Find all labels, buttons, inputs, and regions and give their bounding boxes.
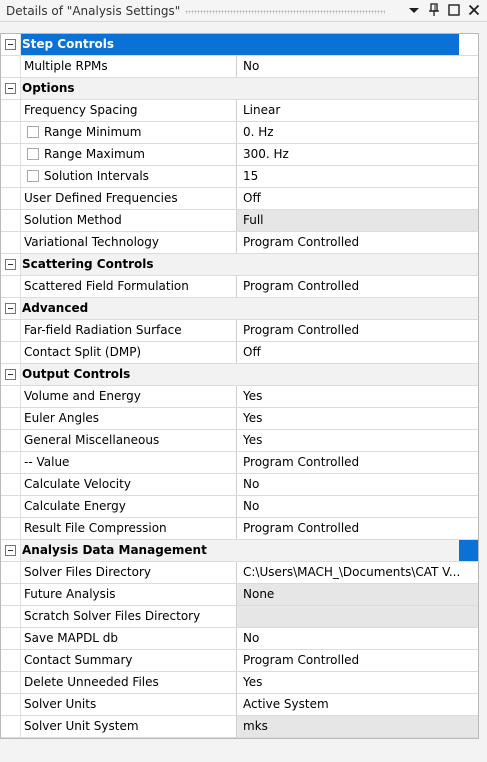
property-value-readonly: mks — [237, 716, 478, 737]
property-row[interactable] — [1, 386, 478, 408]
category-label: Output Controls — [22, 367, 131, 381]
property-row[interactable] — [1, 210, 478, 232]
property-value-readonly — [237, 606, 478, 627]
property-name: Contact Summary — [24, 653, 133, 667]
panel-title: Details of "Analysis Settings" — [6, 4, 181, 18]
property-row[interactable] — [1, 232, 478, 254]
property-name: Calculate Energy — [24, 499, 126, 513]
property-row[interactable] — [1, 474, 478, 496]
property-name: Range Maximum — [44, 147, 145, 161]
property-value[interactable]: No — [243, 477, 260, 491]
category-label: Advanced — [22, 301, 89, 315]
property-value[interactable]: Program Controlled — [243, 323, 360, 337]
property-name: Euler Angles — [24, 411, 100, 425]
category-options[interactable] — [1, 78, 478, 100]
property-row[interactable] — [1, 694, 478, 716]
parameter-checkbox[interactable] — [27, 126, 39, 138]
collapse-toggle-icon[interactable] — [5, 303, 16, 314]
property-name: Future Analysis — [24, 587, 116, 601]
property-value[interactable]: Off — [243, 191, 261, 205]
property-value[interactable]: Yes — [243, 433, 263, 447]
property-name: Contact Split (DMP) — [24, 345, 142, 359]
property-value[interactable]: Active System — [243, 697, 329, 711]
property-value[interactable]: Off — [243, 345, 261, 359]
property-row[interactable] — [1, 166, 478, 188]
property-name: Scattered Field Formulation — [24, 279, 189, 293]
property-value[interactable]: C:\Users\MACH_\Documents\CAT V... — [243, 565, 461, 579]
property-name: Frequency Spacing — [24, 103, 138, 117]
property-value[interactable]: Program Controlled — [243, 235, 360, 249]
category-output-controls[interactable] — [1, 364, 478, 386]
property-name: Solver Unit System — [24, 719, 139, 733]
collapse-toggle-icon[interactable] — [5, 259, 16, 270]
property-name: Variational Technology — [24, 235, 159, 249]
property-name: Solution Method — [24, 213, 122, 227]
category-label: Options — [22, 81, 75, 95]
property-row[interactable] — [1, 408, 478, 430]
category-label: Analysis Data Management — [22, 543, 207, 557]
property-row[interactable] — [1, 188, 478, 210]
property-value[interactable]: Program Controlled — [243, 455, 360, 469]
property-row[interactable] — [1, 672, 478, 694]
property-value[interactable]: 300. Hz — [243, 147, 289, 161]
property-row[interactable] — [1, 562, 478, 584]
property-value[interactable]: No — [243, 631, 260, 645]
property-value[interactable]: No — [243, 59, 260, 73]
property-row[interactable] — [1, 122, 478, 144]
collapse-toggle-icon[interactable] — [5, 39, 16, 50]
property-row[interactable] — [1, 342, 478, 364]
property-value[interactable]: Linear — [243, 103, 281, 117]
maximize-icon[interactable] — [447, 3, 461, 17]
category-advanced[interactable] — [1, 298, 478, 320]
parameter-checkbox[interactable] — [27, 148, 39, 160]
category-analysis-data-management[interactable] — [1, 540, 478, 562]
property-row[interactable] — [1, 100, 478, 122]
property-row[interactable] — [1, 56, 478, 78]
property-row[interactable] — [1, 430, 478, 452]
property-value[interactable]: Program Controlled — [243, 653, 360, 667]
category-label: Step Controls — [22, 37, 115, 51]
property-value[interactable]: Yes — [243, 411, 263, 425]
property-value[interactable]: Program Controlled — [243, 521, 360, 535]
collapse-toggle-icon[interactable] — [5, 369, 16, 380]
property-value[interactable]: Yes — [243, 675, 263, 689]
property-row[interactable] — [1, 320, 478, 342]
drag-grip[interactable] — [185, 10, 385, 14]
category-label: Scattering Controls — [22, 257, 154, 271]
property-name: Far-field Radiation Surface — [24, 323, 182, 337]
property-value[interactable]: 15 — [243, 169, 259, 183]
property-name: Volume and Energy — [24, 389, 141, 403]
property-value[interactable]: Program Controlled — [243, 279, 360, 293]
property-value[interactable]: 0. Hz — [243, 125, 274, 139]
property-row[interactable] — [1, 276, 478, 298]
property-row[interactable] — [1, 650, 478, 672]
property-row[interactable] — [1, 452, 478, 474]
property-value[interactable]: No — [243, 499, 260, 513]
property-name: Calculate Velocity — [24, 477, 131, 491]
property-name: Solver Units — [24, 697, 97, 711]
property-row[interactable] — [1, 628, 478, 650]
parameter-checkbox[interactable] — [27, 170, 39, 182]
close-icon[interactable] — [467, 3, 481, 17]
property-name: Range Minimum — [44, 125, 142, 139]
property-name: Delete Unneeded Files — [24, 675, 159, 689]
details-property-grid — [0, 33, 479, 739]
property-row[interactable] — [1, 584, 478, 606]
property-name: Result File Compression — [24, 521, 167, 535]
title-controls — [407, 3, 481, 17]
property-name: Scratch Solver Files Directory — [24, 609, 201, 623]
property-name: Solver Files Directory — [24, 565, 151, 579]
property-value[interactable]: Yes — [243, 389, 263, 403]
vertical-scrollbar-thumb[interactable] — [459, 540, 478, 561]
category-scattering-controls[interactable] — [1, 254, 478, 276]
property-value-readonly: Full — [237, 210, 478, 231]
property-value-readonly: None — [237, 584, 478, 605]
property-row[interactable] — [1, 518, 478, 540]
property-name: Save MAPDL db — [24, 631, 119, 645]
property-name: General Miscellaneous — [24, 433, 160, 447]
dropdown-arrow-icon[interactable] — [407, 3, 421, 17]
property-row[interactable] — [1, 144, 478, 166]
property-name: Multiple RPMs — [24, 59, 108, 73]
property-name: -- Value — [24, 455, 70, 469]
property-name: User Defined Frequencies — [24, 191, 178, 205]
property-row[interactable] — [1, 606, 478, 628]
property-row[interactable] — [1, 716, 478, 738]
pin-icon[interactable] — [427, 3, 441, 17]
details-title-bar — [0, 0, 487, 22]
property-name: Solution Intervals — [44, 169, 149, 183]
collapse-toggle-icon[interactable] — [5, 83, 16, 94]
collapse-toggle-icon[interactable] — [5, 545, 16, 556]
property-row[interactable] — [1, 496, 478, 518]
category-step-controls[interactable] — [1, 34, 478, 56]
